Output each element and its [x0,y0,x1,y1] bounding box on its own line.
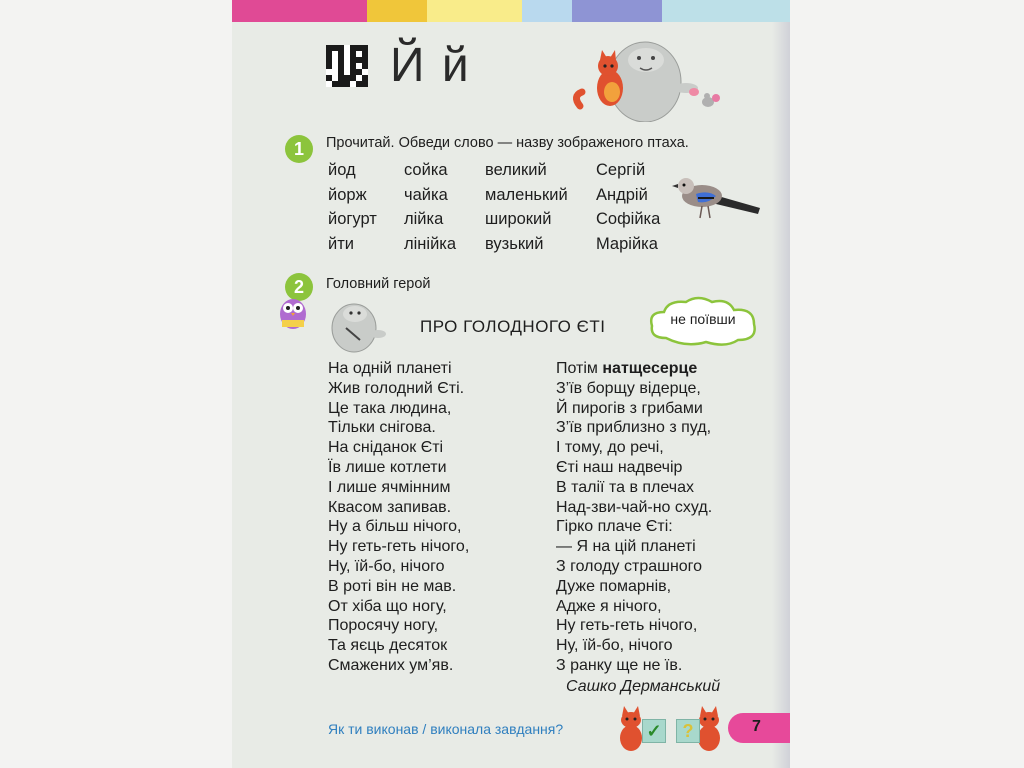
poem-line: Поросячу ногу, [328,617,439,635]
background-left [0,0,232,768]
poem-line: Гірко плаче Єті: [556,518,673,536]
poem-line: І тому, до речі, [556,439,664,457]
task-1-number: 1 [285,135,313,163]
poem-line: Та яєць десяток [328,637,448,655]
cloud-text: не поївши [670,311,736,327]
word-item[interactable]: лійка [404,210,444,228]
poem-line: З’їв борщу відерце, [556,379,701,397]
poem-line: Потім натщесерце [556,360,698,377]
poem-bold-word: натщесерце [602,360,698,377]
word-item[interactable]: йорж [328,186,367,204]
self-assessment-question: Як ти виконав / виконала завдання? [328,721,564,737]
word-item[interactable]: Марійка [596,235,658,253]
page-edge [772,22,790,768]
poem-line: Квасом запивав. [328,498,452,516]
poem-line: На сніданок Єті [328,439,444,457]
poem-line: Смажених ум’яв. [328,656,454,674]
poem-line: І лише ячмінним [328,478,451,496]
background-right [790,0,1024,768]
qr-module [362,81,368,87]
poem-line: З’їв приблизно з пуд, [556,419,712,437]
task-2-number: 2 [285,273,313,301]
poem-line: Єті наш надвечір [556,458,683,476]
poem-line: В талії та в плечах [556,478,694,496]
poem-line: От хіба що ногу, [328,597,447,615]
task-1-instruction: Прочитай. Обведи слово — назву зображеного птаха. [326,135,689,151]
poem-line: — Я на цій планеті [556,538,696,556]
poem-line: На одній планеті [328,360,452,377]
word-item[interactable]: Андрій [596,186,648,204]
poem-line: Жив голодний Єті. [328,379,465,397]
poem-line: Ну, їй-бо, нічого [328,557,445,575]
yeti-cat-illustration [560,36,730,122]
poem-line: Їв лише котлети [328,458,447,476]
color-stripe-bar [232,0,790,22]
word-item[interactable]: йогурт [328,210,377,228]
poem-line: Ну, їй-бо, нічого [556,637,673,655]
poem-line: Над-зви-чай-но схуд. [556,498,713,516]
letter-heading: Й й [390,39,471,92]
word-item[interactable]: широкий [485,210,552,228]
word-item[interactable]: йти [328,235,354,253]
word-item[interactable]: вузький [485,235,544,253]
word-item[interactable]: Сергій [596,161,646,179]
poem-title: ПРО ГОЛОДНОГО ЄТІ [420,317,606,336]
poem-line: Адже я нічого, [556,597,662,615]
word-item[interactable]: великий [485,161,547,179]
poem-line: Ну геть-геть нічого, [556,617,698,635]
poem-line: Тільки снігова. [328,419,436,437]
poem-line: З ранку ще не їв. [556,656,683,674]
poem-line: Ну а більш нічого, [328,518,462,536]
task-2-label: Головний герой [326,276,431,292]
jay-bird-illustration [672,174,764,222]
word-item[interactable]: лінійка [404,235,457,253]
poem-line: Й пирогів з грибами [556,399,703,417]
word-item[interactable]: Софійка [596,210,661,228]
yeti-small-illustration [320,298,390,354]
poem-line: В роті він не мав. [328,577,457,595]
poem-line: З голоду страшного [556,557,703,575]
word-item[interactable]: чайка [404,186,448,204]
word-item[interactable]: сойка [404,161,448,179]
poem-line: Дуже помарнів, [556,577,672,595]
done-checkbox[interactable]: ✓ [642,719,666,743]
word-item[interactable]: йод [328,161,356,179]
unsure-checkbox[interactable]: ? [676,719,700,743]
poem-line: Ну геть-геть нічого, [328,538,470,556]
poem-author: Сашко Дерманський [566,678,721,695]
word-item[interactable]: маленький [485,186,568,204]
poem-line: Це така людина, [328,399,452,417]
qr-code-icon[interactable] [326,45,368,87]
poem-left-column [328,359,469,676]
page-number: 7 [752,718,761,735]
poem-right-column [556,359,712,676]
owl-icon [276,292,310,332]
